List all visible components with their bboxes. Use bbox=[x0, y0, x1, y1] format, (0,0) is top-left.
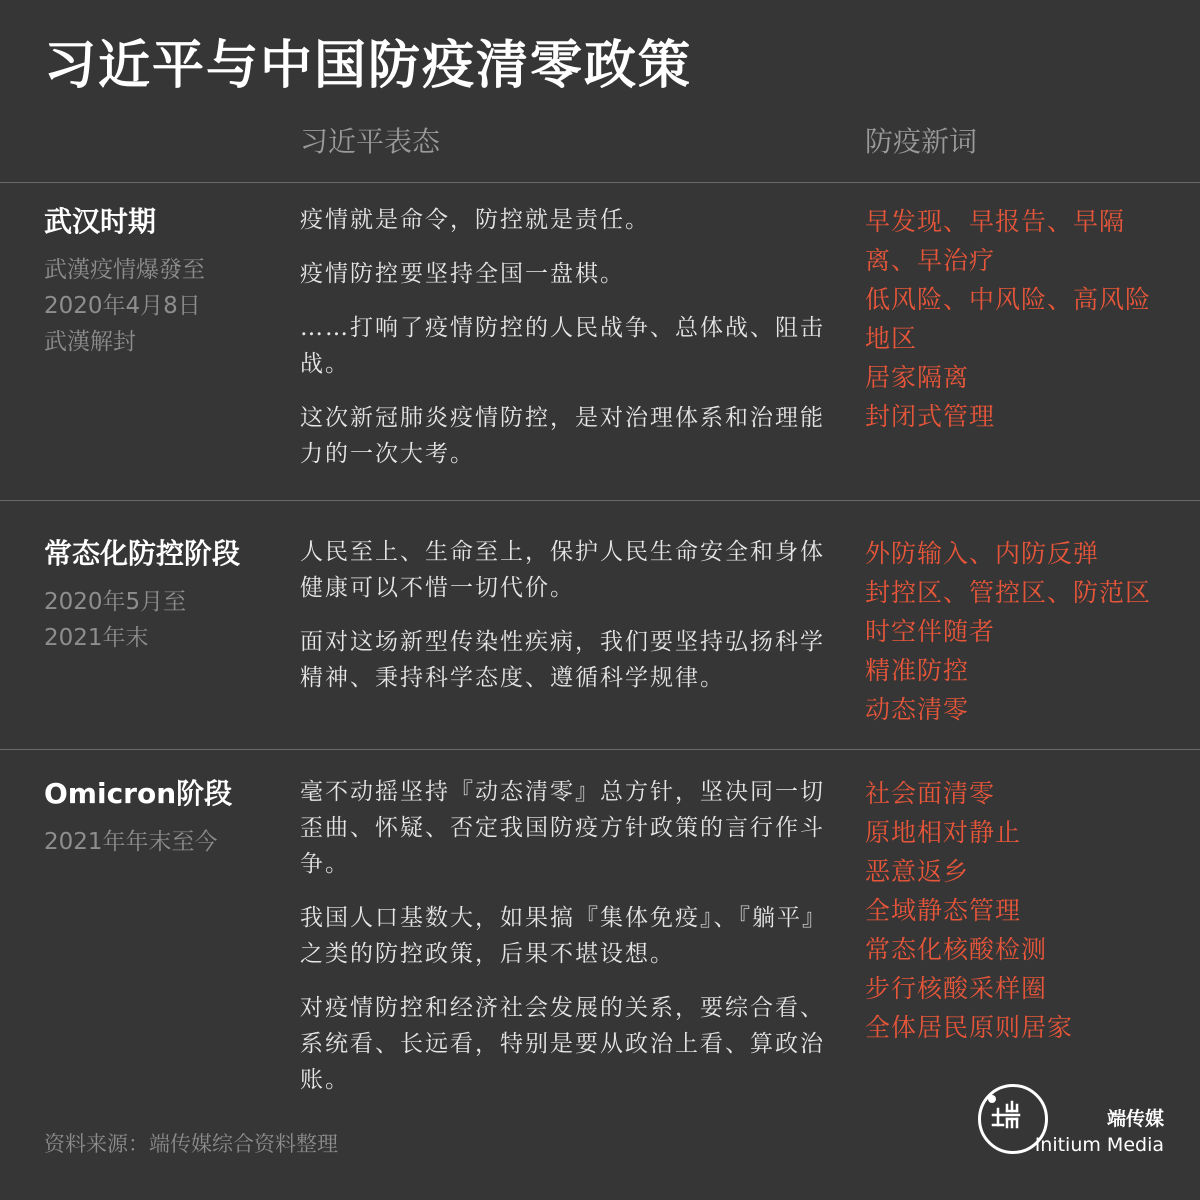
term: 低风险、中风险、高风险地区 bbox=[865, 285, 1152, 353]
period-title: Omicron阶段 bbox=[44, 777, 233, 810]
brand-name-cn: 端传媒 bbox=[1106, 1108, 1164, 1130]
term: 时空伴随者 bbox=[865, 617, 996, 646]
term-list bbox=[865, 202, 1175, 436]
quote: 对疫情防控和经济社会发展的关系，要综合看、系统看、长远看，特别是要从政治上看、算政治账。 bbox=[300, 995, 825, 1093]
period-title: 武汉时期 bbox=[44, 205, 157, 238]
page-title: 习近平与中国防疫清零政策 bbox=[44, 36, 693, 96]
quote: 人民至上、生命至上，保护人民生命安全和身体健康可以不惜一切代价。 bbox=[300, 539, 825, 601]
period-subtitle-line: 2021年末 bbox=[44, 625, 149, 651]
term-list bbox=[865, 534, 1175, 729]
term: 常态化核酸检测 bbox=[865, 935, 1048, 964]
term: 恶意返乡 bbox=[865, 857, 970, 886]
column-header-terms: 防疫新词 bbox=[865, 125, 978, 158]
divider bbox=[0, 500, 1200, 501]
quote-list bbox=[300, 202, 835, 490]
divider bbox=[0, 749, 1200, 750]
quote: 面对这场新型传染性疾病，我们要坚持弘扬科学精神、秉持科学态度、遵循科学规律。 bbox=[300, 629, 825, 691]
period-subtitle-line: 2020年4月8日 bbox=[44, 293, 201, 319]
term: 动态清零 bbox=[865, 695, 970, 724]
term: 封闭式管理 bbox=[865, 402, 996, 431]
brand-block bbox=[1035, 1106, 1164, 1158]
term: 全体居民原则居家 bbox=[865, 1013, 1074, 1042]
period-subtitle-line: 2021年年末至今 bbox=[44, 829, 218, 855]
period-info bbox=[44, 774, 284, 860]
period-subtitle bbox=[44, 252, 284, 360]
source-note: 资料来源：端传媒综合资料整理 bbox=[44, 1132, 338, 1156]
term: 步行核酸采样圈 bbox=[865, 974, 1048, 1003]
quote: 毫不动摇坚持『动态清零』总方针，坚决同一切歪曲、怀疑、否定我国防疫方针政策的言行作斗争。 bbox=[300, 779, 825, 877]
quote-list bbox=[300, 774, 835, 1116]
term: 社会面清零 bbox=[865, 779, 996, 808]
divider bbox=[0, 182, 1200, 183]
term: 封控区、管控区、防范区 bbox=[865, 578, 1152, 607]
term: 原地相对静止 bbox=[865, 818, 1022, 847]
quote: 这次新冠肺炎疫情防控，是对治理体系和治理能力的一次大考。 bbox=[300, 405, 825, 467]
term: 早发现、早报告、早隔离、早治疗 bbox=[865, 207, 1126, 275]
term: 外防输入、内防反弹 bbox=[865, 539, 1100, 568]
period-subtitle bbox=[44, 824, 284, 860]
period-info bbox=[44, 534, 284, 656]
term: 精准防控 bbox=[865, 656, 970, 685]
column-header-quotes: 习近平表态 bbox=[300, 125, 441, 158]
term-list bbox=[865, 774, 1175, 1047]
period-title: 常态化防控阶段 bbox=[44, 537, 241, 570]
period-info bbox=[44, 202, 284, 360]
period-subtitle bbox=[44, 584, 284, 656]
term: 居家隔离 bbox=[865, 363, 970, 392]
brand-name-en: Initium Media bbox=[1034, 1134, 1164, 1156]
quote-list bbox=[300, 534, 835, 714]
term: 全域静态管理 bbox=[865, 896, 1022, 925]
period-subtitle-line: 武漢解封 bbox=[44, 329, 136, 355]
quote: 疫情防控要坚持全国一盘棋。 bbox=[300, 261, 625, 287]
quote: ……打响了疫情防控的人民战争、总体战、阻击战。 bbox=[300, 315, 825, 377]
period-subtitle-line: 2020年5月至 bbox=[44, 589, 187, 615]
period-subtitle-line: 武漢疫情爆發至 bbox=[44, 257, 205, 283]
quote: 疫情就是命令，防控就是责任。 bbox=[300, 207, 650, 233]
quote: 我国人口基数大，如果搞『集体免疫』、『躺平』之类的防控政策，后果不堪设想。 bbox=[300, 905, 827, 967]
